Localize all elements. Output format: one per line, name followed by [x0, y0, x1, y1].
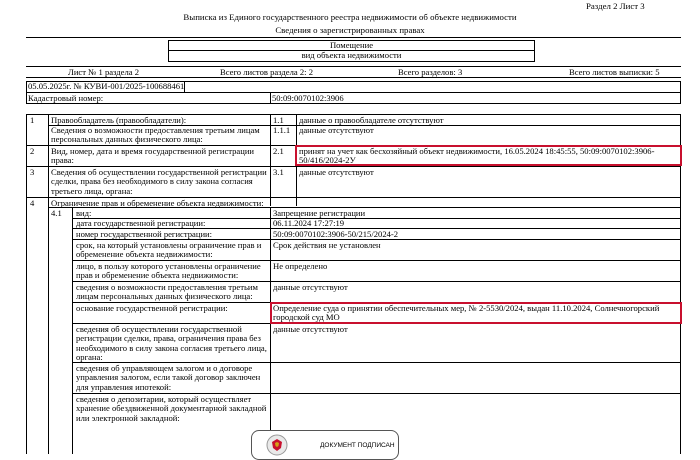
row-1-subnumber: 1.1: [273, 115, 284, 125]
extract-number: 05.05.2025г. № КУВИ-001/2025-100688461: [28, 81, 185, 91]
document-title: Выписка из Единого государственного реестра недвижимости об объекте недвижимости: [183, 12, 517, 22]
emblem-icon: [266, 434, 288, 456]
enc-label-term: срок, на который установлены ограничение прав и обременение объекта недвижимости:: [76, 240, 262, 260]
document-subtitle: Сведения о зарегистрированных правах: [275, 25, 425, 35]
row-2-value: принят на учет как бесхозяйный объект недвижимости, 16.05.2024 18:45:55, 50:09:0070102:3906-50/416/2024-2У: [299, 146, 655, 166]
extract-sheets-total: Всего листов выписки: 5: [569, 67, 660, 77]
enc-value-term: Срок действия не установлен: [273, 240, 381, 250]
sheet-number: Лист № 1 раздела 2: [68, 67, 140, 77]
row-3-subnumber: 3.1: [273, 167, 284, 177]
cadastral-number: 50:09:0070102:3906: [272, 93, 344, 103]
enc-value-third-party: данные отсутствуют: [273, 324, 348, 334]
row-1b-subnumber: 1.1.1: [273, 125, 291, 135]
enc-label-depositary: сведения о депозитарии, который осуществляет хранение обездвиженной документарной закладной или электронной закладной:: [76, 394, 267, 423]
enc-label-personal-data: сведения о возможности предоставления третьим лицам персональных данных физического лица:: [76, 282, 258, 302]
sections-total: Всего разделов: 3: [398, 67, 463, 77]
signature-stamp: [251, 430, 399, 460]
enc-value-type: Запрещение регистрации: [273, 208, 366, 218]
section-sheets-total: Всего листов раздела 2: 2: [220, 67, 313, 77]
enc-value-reg-number: 50:09:0070102:3906-50/215/2024-2: [273, 229, 399, 239]
enc-label-type: вид:: [76, 208, 92, 218]
enc-value-beneficiary: Не определено: [273, 261, 328, 271]
enc-label-beneficiary: лицо, в пользу которого установлены ограничение прав и обременение объекта недвижимости:: [76, 261, 261, 281]
row-2-subnumber: 2.1: [273, 146, 284, 156]
row-1-value: данные о правообладателе отсутствуют: [299, 115, 444, 125]
object-type: Помещение: [329, 40, 374, 50]
enc-label-pledge-manager: сведения об управляющем залогом и о договоре управления залогом, если такой договор заключен для управления ипотекой:: [76, 363, 261, 392]
top-rule: [26, 37, 681, 38]
section-sheet-label: Раздел 2 Лист 3: [586, 1, 645, 11]
row-1b-value: данные отсутствуют: [299, 125, 374, 135]
enc-label-reg-number: номер государственной регистрации:: [76, 229, 213, 239]
row-1-number: 1: [30, 115, 35, 125]
row-3-number: 3: [30, 167, 35, 177]
enc-value-basis: Определение суда о принятии обеспечительных мер, № 2-5530/2024, выдан 11.10.2024, Солнечногорский городской суд МО: [273, 303, 660, 323]
enc-value-personal-data: данные отсутствуют: [273, 282, 348, 292]
row-1-label: Правообладатель (правообладатели):: [51, 115, 187, 125]
row-2-label: Вид, номер, дата и время государственной регистрации права:: [51, 146, 255, 166]
row-4-label: Ограничение прав и обременение объекта недвижимости:: [51, 198, 264, 208]
row-4-1-number: 4.1: [51, 208, 62, 218]
highlight-basis: [270, 302, 682, 324]
row-3-label: Сведения об осуществлении государственной регистрации сделки, права без необходимого в силу закона согласия третьего лица, органа:: [51, 167, 267, 196]
cadastral-label: Кадастровый номер:: [28, 93, 104, 103]
enc-label-date: дата государственной регистрации:: [76, 218, 206, 228]
enc-label-third-party: сведения об осуществлении государственной регистрации сделки, права, ограничения права без необходимого в силу закона согласия третьего лица, органа:: [76, 324, 267, 363]
row-1b-label: Сведения о возможности предоставления третьим лицам персональных данных физического лица:: [51, 125, 260, 145]
enc-label-basis: основание государственной регистрации:: [76, 303, 228, 313]
row-3-value: данные отсутствуют: [299, 167, 374, 177]
row-2-number: 2: [30, 146, 35, 156]
stamp-text: ДОКУМЕНТ ПОДПИСАН: [320, 442, 395, 449]
row-4-number: 4: [30, 198, 35, 208]
object-type-caption: вид объекта недвижимости: [301, 50, 402, 60]
enc-value-date: 06.11.2024 17:27:19: [273, 218, 345, 228]
highlight-registration: [295, 145, 682, 166]
